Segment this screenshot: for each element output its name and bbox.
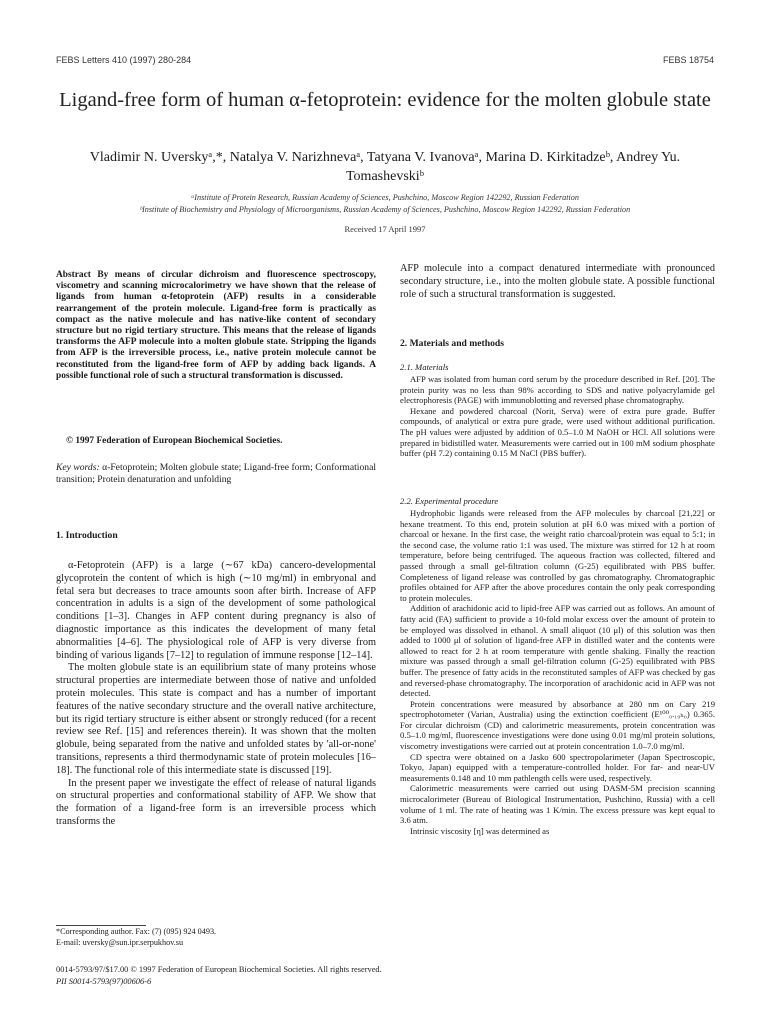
affiliations	[30, 192, 740, 216]
methods-paragraph: Protein concentrations were measured by absorbance at 280 nm on Cary 219 spectrophotometer (Varian, Australia) using the extinction coefficient (E¹⁰⁰₀.₁₉ₕ₀) 0.365. For circular dichroism (CD) and calorimetric measurements, protein concentration was 0.5–1.0 mg/ml, fluorescence investigations were done using 0.01 mg/ml protein solutions, viscometry investigations were carried out at protein concentration 1.0–7.0 mg/ml.	[400, 698, 715, 752]
keywords	[56, 462, 376, 486]
methods-paragraph: AFP was isolated from human cord serum by the procedure described in Ref. [20]. The protein purity was no less than 98% according to SDS and native polyacrylamide gel electrophoresis (PAGE) with immunoblotting and reversed phase chromatography.	[400, 374, 715, 406]
journal-citation: FEBS Letters 410 (1997) 280-284	[56, 55, 192, 65]
footnote-rule	[56, 925, 146, 926]
received-date: Received 17 April 1997	[344, 224, 426, 234]
abstract-copyright: © 1997 Federation of European Biochemical Societies.	[66, 436, 283, 446]
keywords-label: Key words:	[56, 462, 100, 473]
publication-footer	[56, 964, 382, 987]
methods-paragraph: Hydrophobic ligands were released from the AFP molecules by charcoal [21,22] or hexane treatment. To this end, protein solution at pH 6.0 was mixed with a portion of charcoal or hexane. In the first case, the weight ratio charcoal/protein was equal to 5:1; in the second case, the volume ratio 1:1 was used. The mixture was stirred for 12 h at room temperature, before being centrifuged. The aqueous fraction was collected, filtered and passed through a small gel-filtration column (G-25) equilibrated with PBS buffer. Completeness of ligand release was controlled by gas chromatography. Chromatographic profiles obtained for AFP after the above procedures contain the only peak corresponding to protein molecules.	[400, 508, 715, 603]
intro-paragraph: In the present paper we investigate the effect of release of natural ligands on structural properties and conformational stability of AFP. We show that the formation of a ligand-free form is an irreversible process which transforms the	[56, 777, 376, 827]
keywords-text: α-Fetoprotein; Molten globule state; Ligand-free form; Conformational transition; Protein denaturation and unfolding	[56, 462, 376, 485]
materials-subheading: 2.1. Materials	[400, 362, 449, 372]
author-email: E-mail: uversky@sun.ipr.serpukhov.su	[56, 937, 184, 947]
author-list: Vladimir N. Uverskyᵃ,*, Natalya V. Narizhnevaᵃ, Tatyana V. Ivanovaᵃ, Marina D. Kirkitadzeᵇ, Andrey Yu. Tomashevskiᵇ	[89, 150, 681, 184]
abstract-label: Abstract	[56, 270, 91, 280]
methods-paragraph: Hexane and powdered charcoal (Norit, Serva) were of extra pure grade. Buffer compounds, of analytical or extra pure grade, were used without additional purification. The pH values were adjusted by addition of 0.5–1.0 M NaOH or HCl. All solutions were prepared in bidistilled water. Measurements were carried out in 100 mM sodium phosphate buffer (pH 7.2) containing 0.15 M NaCl (PBS buffer).	[400, 405, 715, 459]
footnote	[56, 927, 376, 948]
methods-paragraph: Calorimetric measurements were carried out using DASM-5M precision scanning microcalorimeter (Bureau of Biological Instrumentation, Pushchino, Russia) with a cell volume of 1 ml. The rate of heating was 1 K/min. The excess pressure was kept equal to 3.6 atm.	[400, 783, 715, 826]
abstract-text: By means of circular dichroism and fluorescence spectroscopy, viscometry and scanning microcalorimetry we have shown that the release of ligands from human α-fetoprotein (AFP) results in a considerable rearrangement of the protein molecule. Ligand-free form is practically as compact as the native molecule and has native-like content of secondary structure but no rigid tertiary structure. This means that the release of ligands transforms the AFP molecule into a molten globule state. Stripping the ligands from AFP is the irreversible process, i.e., native protein molecule cannot be reconstituted from the ligand-free form of AFP by adding back ligands. A possible functional role of such a structural transformation is discussed.	[56, 270, 376, 381]
methods-paragraph: Intrinsic viscosity [η] was determined as	[410, 825, 550, 836]
introduction-heading: 1. Introduction	[56, 530, 118, 541]
intro-paragraph: The molten globule state is an equilibrium state of many proteins whose structural properties are intermediate between those of native and unfolded protein molecules. This state is compact and has a number of important features of the native secondary structure and the overall native architecture, but its rigid tertiary structure is either absent or strongly reduced (for a recent review see Ref. [15] and references therein). It was shown that the molten globule, being separated from the native and unfolded states by 'all-or-none' transitions, represents a third thermodynamic state of protein molecules [16–18]. The functional role of this intermediate state is discussed [19].	[56, 662, 376, 776]
article-title: Ligand-free form of human α-fetoprotein: evidence for the molten globule state	[59, 89, 711, 111]
methods-heading: 2. Materials and methods	[400, 338, 504, 349]
procedure-body	[400, 508, 715, 836]
intro-paragraph: α-Fetoprotein (AFP) is a large (∼67 kDa) cancero-developmental glycoprotein the content of which is high (∼10 mg/ml) in embryonal and fetal sera but decreases to trace amounts soon after birth. Increase of AFP concentration in adults is a sign of the development of some pathological conditions [1–3]. Changes in AFP content during pregnancy is also of diagnostic importance as this indicates the development of many fetal abnormalities [4–6]. The physiological role of AFP is very diverse from binding of various ligands [7–12] to regulation of immune response [12–14].	[56, 560, 376, 661]
abstract	[56, 270, 376, 382]
methods-paragraph: Addition of arachidonic acid to lipid-free AFP was carried out as follows. An amount of fatty acid (FA) sufficient to provide a 10-fold molar excess over the amount of protein to be employed was dissolved in ethanol. A small aliquot (10 μl) of this solution was then added to 1000 μl of solution of ligand-free AFP in distilled water and the contents were allowed to react for 2 h at room temperature with gentle shaking. Finally the reaction mixture was passed through a small gel-filtration column (G-25) equilibrated with PBS buffer. The presence of fatty acids in the reconstituted samples of AFP was checked by gas and reversed-phase chromatography. The incorporation of arachidonic acid in AFP was not detected.	[400, 603, 715, 699]
article-code: FEBS 18754	[662, 55, 714, 65]
corresponding-author: *Corresponding author. Fax: (7) (095) 924 0493.	[56, 927, 217, 936]
methods-paragraph: CD spectra were obtained on a Jasko 600 spectropolarimeter (Japan Spectroscopic, Tokyo, Japan) equipped with a temperature-controlled holder. For far- and near-UV measurements 0.148 and 10 mm pathlength cells were used, respectively.	[400, 751, 715, 783]
affiliation-a: ᵃInstitute of Protein Research, Russian Academy of Sciences, Pushchino, Moscow Region 142292, Russian Federation	[191, 193, 579, 202]
affiliation-b: ᵇInstitute of Biochemistry and Physiology of Microorganisms, Russian Academy of Sciences, Pushchino, Moscow Region 142292, Russian Federation	[139, 205, 631, 214]
materials-body	[400, 374, 715, 459]
issn-line: 0014-5793/97/$17.00 © 1997 Federation of European Biochemical Societies. All rights reserved.	[56, 965, 382, 974]
procedure-subheading: 2.2. Experimental procedure	[400, 496, 499, 506]
pii-line: PII S0014-5793(97)00606-6	[56, 976, 152, 986]
introduction-body	[56, 560, 376, 829]
intro-continuation: AFP molecule into a compact denatured intermediate with pronounced secondary structure, i.e., into the molten globule state. A possible functional role of such a structural transformation is suggested.	[400, 263, 715, 300]
